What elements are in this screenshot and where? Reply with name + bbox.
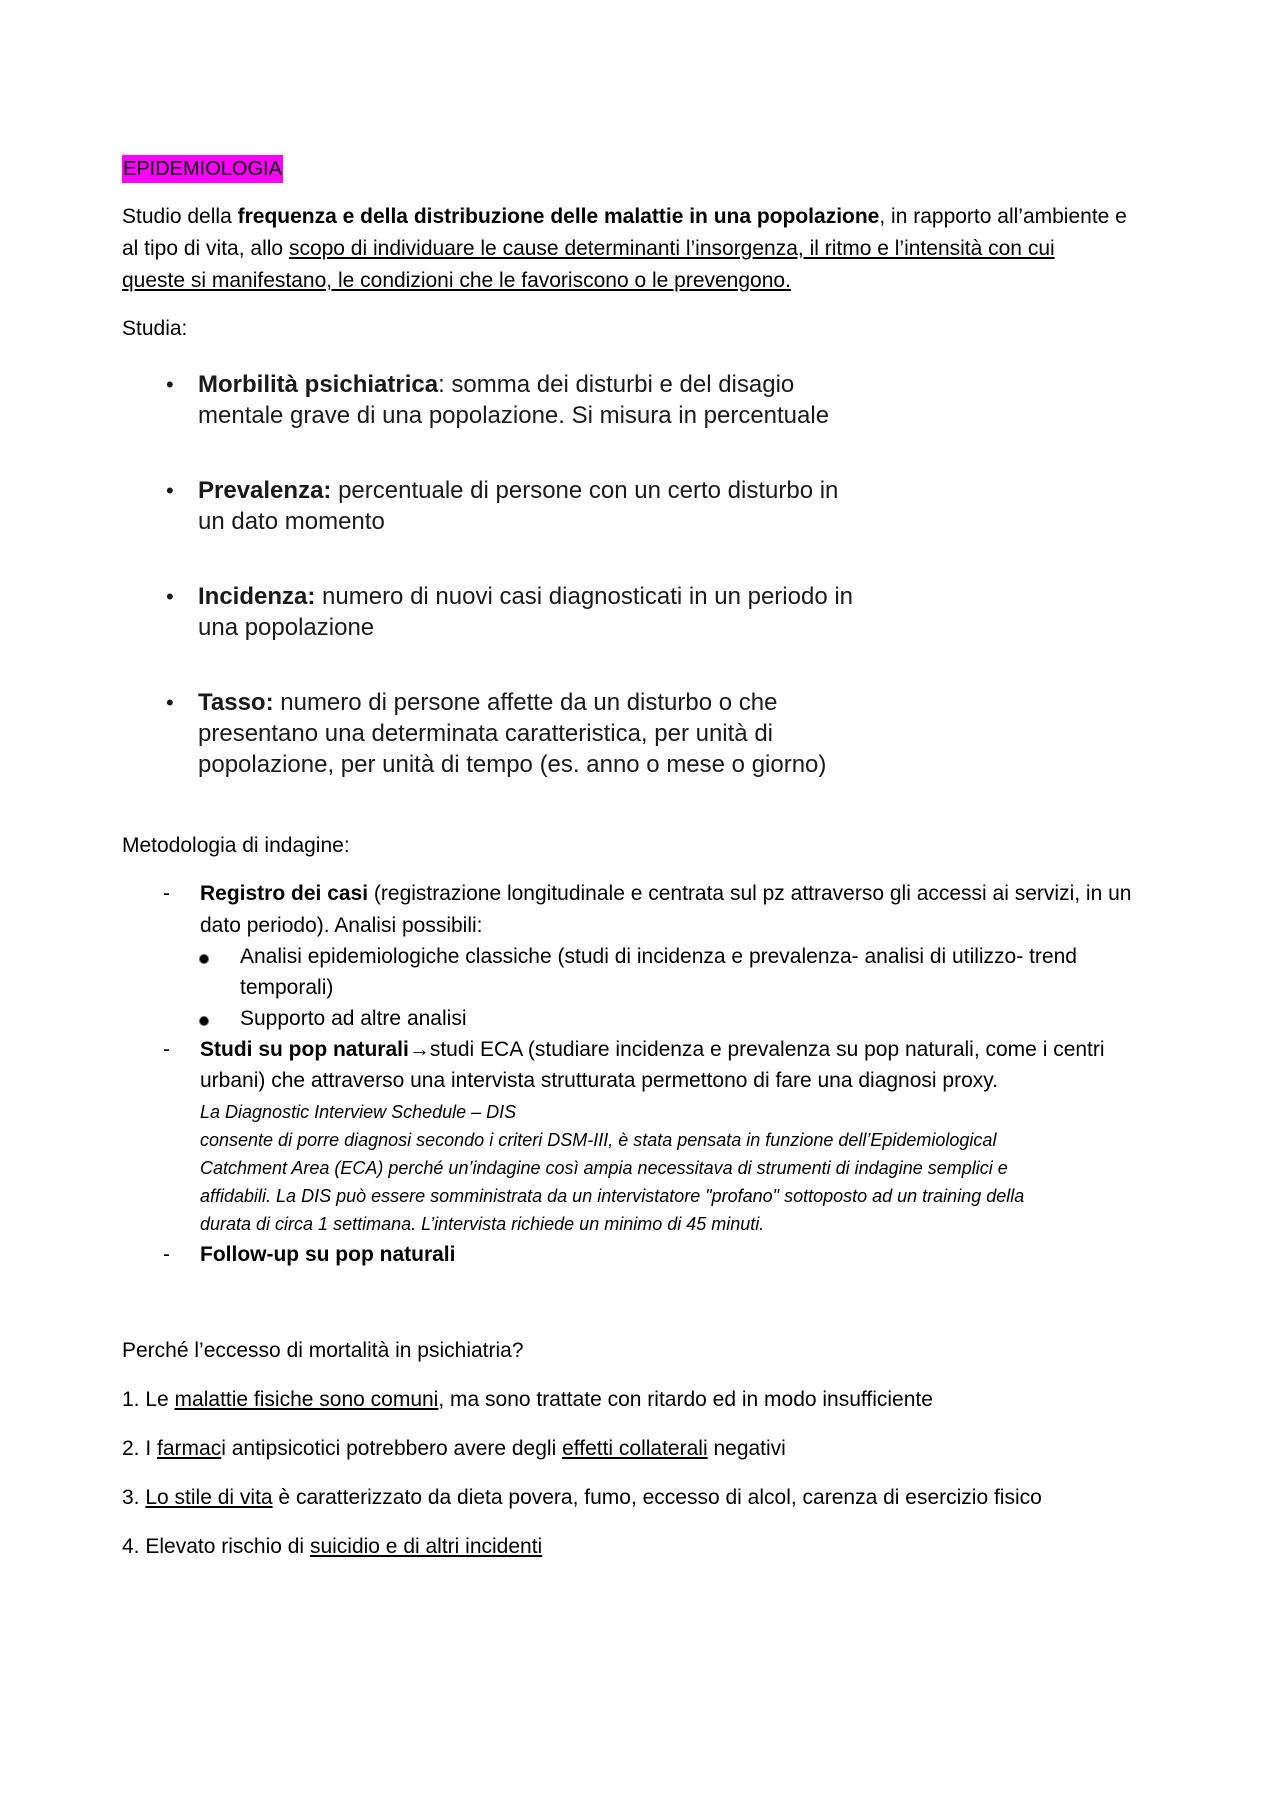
reason-text: , ma sono trattate con ritardo ed in modo insufficiente [438,1388,933,1411]
reason-2 [122,1433,786,1465]
method-item-studi-cont: urbani) che attraverso una intervista strutturata permettono di fare una diagnosi proxy. [200,1069,999,1092]
studia-label: Studia: [122,317,188,340]
intro-text: al tipo di vita, allo [122,237,289,260]
method-item-text: (registrazione longitudinale e centrata sul pz attraverso gli accessi ai servizi, in un [368,882,1132,905]
definition-text: popolazione, per unità di tempo (es. anno o mese o giorno) [198,751,827,778]
definition-text: una popolazione [198,614,375,641]
sub-item-analisi-line-2: temporali) [240,976,334,999]
reason-underlined: malattie fisiche sono comuni [174,1388,439,1411]
method-item-title: Studi su pop naturali [200,1038,409,1061]
definition-text: : somma dei disturbi e del disagio [438,371,795,398]
intro-underlined-purpose: queste si manifestano, le condizioni che le favoriscono o le prevengono. [122,269,791,292]
intro-line-2 [122,233,1055,265]
sub-item-supporto: Supporto ad altre analisi [240,1007,467,1030]
dis-note-line-2: consente di porre diagnosi secondo i criteri DSM-III, è stata pensata in funzione dell’Epidemiological [200,1130,997,1150]
bullet-icon: • [166,584,174,609]
method-item-registro [163,878,1132,910]
intro-text: , in rapporto all’ambiente e [879,205,1127,228]
reason-text: i antipsicotici potrebbero avere degli [221,1437,563,1460]
dash-marker: - [163,882,170,905]
reason-text: è caratterizzato da dieta povera, fumo, eccesso di alcol, carenza di esercizio fisico [272,1486,1042,1509]
method-label: Metodologia di indagine: [122,834,350,857]
reason-text: 2. I [122,1437,158,1460]
reason-text: 3. [122,1486,146,1509]
dis-note-line-1: La Diagnostic Interview Schedule – DIS [200,1102,517,1122]
definition-prevalenza [166,475,839,537]
dis-note-line-3: Catchment Area (ECA) perché un’indagine così ampia necessitava di strumenti di indagine semplici e [200,1158,1008,1178]
reason-3 [122,1482,1042,1514]
sub-item-analisi-line-1: Analisi epidemiologiche classiche (studi di incidenza e prevalenza- analisi di utilizzo- trend [240,945,1077,968]
definition-text: presentano una determinata caratteristica, per unità di [198,720,774,747]
intro-text: Studio della [122,205,238,228]
arrow-right-icon: → [408,1038,430,1061]
dis-note-line-4: affidabili. La DIS può essere somministrata da un intervistatore "profano" sottoposto ad un training della [200,1186,1025,1206]
mortality-question: Perché l’eccesso di mortalità in psichiatria? [122,1339,524,1362]
intro-underlined-purpose: scopo di individuare le cause determinanti l’insorgenza, il ritmo e l’intensità con cui [288,237,1055,260]
definition-text: mentale grave di una popolazione. Si misura in percentuale [198,402,830,429]
definition-text: numero di nuovi casi diagnosticati in un periodo in [315,583,854,610]
method-item-title: Registro dei casi [200,882,369,905]
definition-text: numero di persone affette da un disturbo o che [273,689,778,716]
method-item-registro-cont: dato periodo). Analisi possibili: [200,914,483,937]
method-item-text: studi ECA (studiare incidenza e prevalenza su pop naturali, come i centri [429,1038,1105,1061]
definition-text: un dato momento [198,508,385,535]
circle-bullet-icon [200,955,208,963]
definition-term: Incidenza: [198,583,316,610]
reason-text: 1. Le [122,1388,175,1411]
reason-1 [122,1384,933,1416]
dash-marker: - [163,1038,170,1061]
method-item-followup [163,1239,456,1271]
method-item-title: Follow-up su pop naturali [200,1243,456,1266]
intro-line-3 [122,265,791,297]
definition-incidenza [166,581,854,643]
definition-term: Morbilità psichiatrica [198,371,439,398]
definition-morbilita [166,369,830,431]
reason-underlined: Lo stile di vita [145,1486,273,1509]
intro-line-1 [122,201,1127,233]
document-title: EPIDEMIOLOGIA [122,155,283,183]
reason-text: 4. Elevato rischio di [122,1535,310,1558]
definition-text: percentuale di persone con un certo disturbo in [331,477,839,504]
bullet-icon: • [166,478,174,503]
bullet-icon: • [166,372,174,397]
circle-bullet-icon [200,1017,208,1025]
reason-underlined: farmac [157,1437,222,1460]
reason-underlined: suicidio e di altri incidenti [309,1535,543,1558]
reason-4 [122,1531,542,1563]
definition-term: Prevalenza: [198,477,332,504]
intro-bold-definition: frequenza e della distribuzione delle malattie in una popolazione [237,205,880,228]
dis-note-line-5: durata di circa 1 settimana. L’intervista richiede un minimo di 45 minuti. [200,1214,765,1234]
dash-marker: - [163,1243,170,1266]
bullet-icon: • [166,690,174,715]
reason-text: negativi [707,1437,786,1460]
definition-term: Tasso: [198,689,274,716]
method-item-studi [163,1034,1105,1066]
reason-underlined: effetti collaterali [562,1437,708,1460]
definition-tasso [166,687,827,780]
